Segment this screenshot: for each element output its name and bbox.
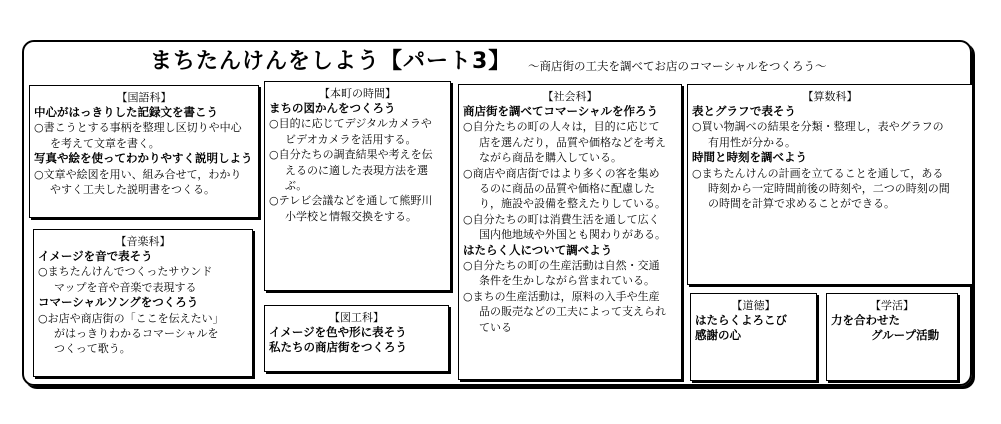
page-subtitle: ～商店街の工夫を調べてお店のコマーシャルをつくろう～ (528, 59, 827, 73)
sansu-line: 有用性が分かる。 (708, 135, 796, 149)
zuko-heading: 【図工科】 (329, 311, 384, 324)
shakai-line: ○自分たちの町の生産活動は自然・交通 (463, 259, 660, 273)
honmachi-line: ぶ。 (285, 179, 308, 193)
shakai-line: はたらく人について調べよう (463, 242, 613, 257)
sansu-line: 時刻から一定時間前後の時刻や，二つの時刻の間 (708, 182, 950, 196)
ongaku-line: ○お店や商店街の「ここを伝えたい」 (38, 311, 224, 325)
honmachi-line: ○自分たちの調査結果や考えを伝 (269, 148, 433, 162)
shakai-line: 商店街を調べてコマーシャルを作ろう (463, 104, 659, 118)
kokugo-line: 中心がはっきりした記録文を書こう (34, 105, 218, 119)
kokugo-line: やすく工夫した説明書をつくる。 (50, 183, 215, 197)
ongaku-heading: 【音楽科】 (115, 235, 171, 248)
ongaku-line: ○まちたんけんでつくったサウンド (38, 265, 213, 279)
page-title: まちたんけんをしよう【パート3】 (150, 49, 512, 74)
sansu-line: ○買い物調べの結果を分類・整理し，表やグラフの (692, 120, 944, 134)
shakai-line: 国内他地域や外国とも関わりがある。 (479, 228, 666, 242)
shakai-line: ○自分たちの町の人々は，目的に応じて (463, 120, 660, 134)
gakkatsu-line: グループ活動 (871, 328, 940, 343)
ongaku-line: がはっきりわかるコマーシャルを (54, 327, 219, 341)
dotoku-line: 感謝の心 (695, 328, 741, 343)
shakai-line: 店を選んだり，品質や価格などを考え (479, 135, 666, 149)
honmachi-line: ○テレビ会議などを通して熊野川 (269, 194, 433, 208)
honmachi-line: まちの図かんをつくろう (269, 101, 396, 115)
dotoku-box (690, 293, 817, 381)
honmachi-line: ビデオカメラを活用する。 (285, 132, 417, 146)
shakai-heading: 【社会科】 (542, 90, 598, 103)
kokugo-heading: 【国語科】 (116, 91, 172, 104)
shakai-line: るのに商品の品質や価格に配慮した (479, 182, 655, 196)
shakai-line: ながら商品を購入している。 (479, 151, 622, 165)
sansu-heading: 【算数科】 (802, 90, 858, 103)
honmachi-line: えるのに適した表現方法を選 (285, 163, 428, 177)
gakkatsu-line: 力を合わせた (831, 313, 900, 327)
honmachi-line: 小学校と情報交換をする。 (285, 209, 417, 223)
zuko-box (264, 305, 449, 372)
shakai-line: り，施設や設備を整えたりしている。 (479, 197, 666, 211)
kokugo-line: を考えて文章を書く。 (50, 136, 160, 150)
sansu-line: 表とグラフで表そう (692, 104, 796, 118)
kokugo-line: 写真や絵を使ってわかりやすく説明しよう (34, 151, 253, 166)
zuko-line: イメージを色や形に表そう (269, 325, 407, 339)
ongaku-line: マップを音や音楽で表現する (54, 280, 197, 294)
shakai-line: ○商店や商店街ではより多くの客を集め (463, 166, 660, 180)
ongaku-line: コマーシャルソングをつくろう (38, 295, 199, 310)
shakai-line: 品の販売などの工夫によって支えられ (479, 305, 666, 319)
zuko-line: 私たちの商店街をつくろう (269, 340, 407, 355)
honmachi-heading: 【本町の時間】 (319, 87, 396, 100)
ongaku-box (33, 229, 253, 377)
kokugo-line: ○書こうとする事柄を整理し区切りや中心 (34, 121, 242, 135)
sansu-line: 時間と時刻を調べよう (692, 150, 807, 165)
sansu-line: ○まちたんけんの計画を立てることを通して，ある (692, 166, 944, 180)
kokugo-box (29, 85, 259, 218)
honmachi-box (264, 81, 451, 291)
sansu-line: の時間を計算で求めることができる。 (708, 197, 895, 211)
shakai-line: ○まちの生産活動は，原料の入手や生産 (463, 289, 660, 303)
kokugo-line: ○文章や絵図を用い、組み合せて，わかり (34, 167, 242, 181)
shakai-line: ている (479, 320, 512, 334)
gakkatsu-heading: 【学活】 (870, 299, 914, 312)
ongaku-line: イメージを音で表そう (38, 249, 153, 263)
shakai-line: 条件を生かしながら営まれている。 (479, 274, 655, 288)
honmachi-line: ○目的に応じてデジタルカメラや (269, 117, 432, 131)
ongaku-line: つくって歌う。 (54, 342, 131, 356)
gakkatsu-box (826, 293, 958, 381)
shakai-box (458, 84, 682, 380)
dotoku-heading: 【道徳】 (731, 299, 776, 312)
dotoku-line: はたらくよろこび (695, 313, 787, 327)
shakai-line: ○自分たちの町は消費生活を通して広く (463, 212, 660, 226)
sansu-box (687, 84, 973, 285)
